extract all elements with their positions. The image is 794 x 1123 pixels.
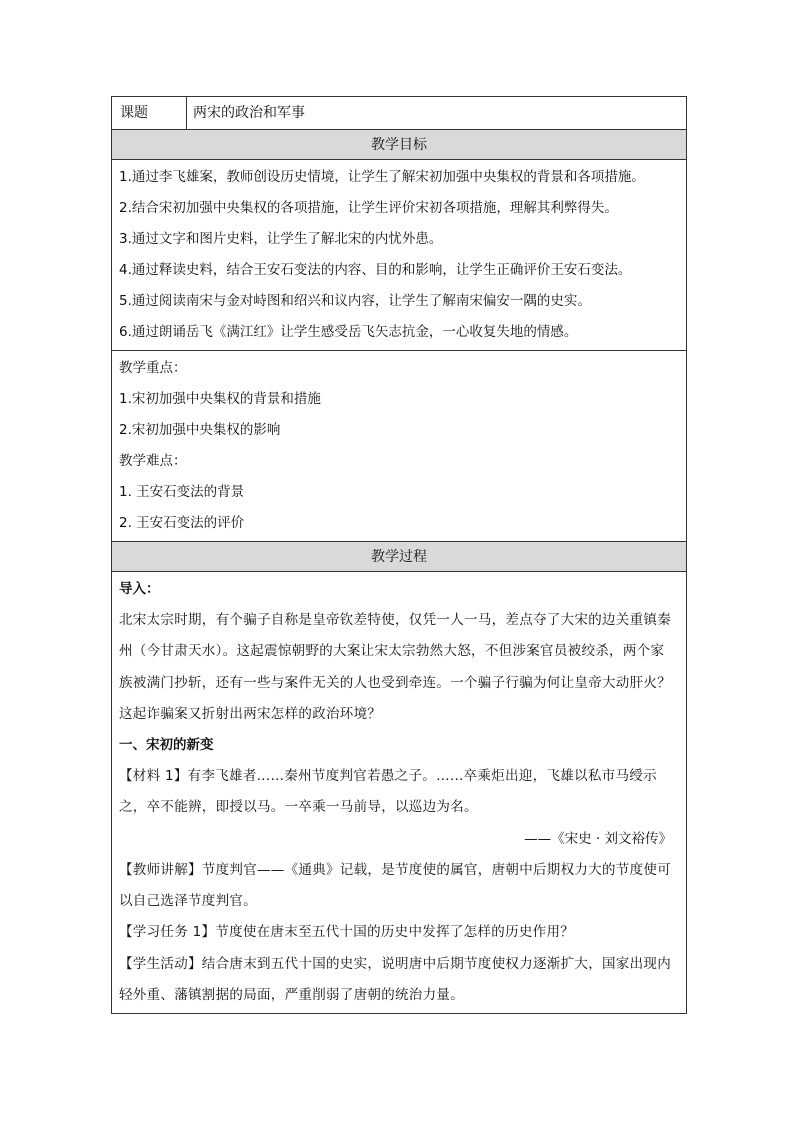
process-heading: 教学过程 bbox=[112, 542, 686, 572]
learning-task: 【学习任务 1】节度使在唐末至五代十国的历史中发挥了怎样的历史作用？ bbox=[119, 924, 575, 941]
objective-item: 1.通过李飞雄案，教师创设历史情境，让学生了解宋初加强中央集权的背景和各项措施。 bbox=[119, 169, 645, 185]
focus-label: 教学重点： bbox=[119, 360, 187, 376]
process-block bbox=[112, 572, 686, 1013]
lesson-plan-table bbox=[111, 96, 687, 1014]
focus-item: 2.宋初加强中央集权的影响 bbox=[119, 422, 281, 438]
lesson-label: 课题 bbox=[112, 97, 187, 129]
teacher-note: 【教师讲解】节度判官——《通典》记载，是节度使的属官，唐朝中后期权力大的节度使可以自己选泽节度判官。 bbox=[119, 861, 671, 910]
material-source: ——《宋史 · 刘文裕传》 bbox=[524, 830, 672, 847]
intro-text: 北宋太宗时期，有个骗子自称是皇帝钦差特使，仅凭一人一马，差点夺了大宋的边关重镇秦州（今甘肃天水）。这起震惊朝野的大案让宋太宗勃然大怒，不但涉案官员被绞杀，两个家族被满门抄斩，还有一些与案件无关的人也受到牵连。一个骗子行骗为何让皇帝大动肝火？这起诈骗案又折射出两宋怎样的政治环境？ bbox=[119, 612, 671, 722]
material-text: 【材料 1】有李飞雄者……秦州节度判官若愚之子。……卒乘炬出迎，飞雄以私市马绶示之，卒不能辨，即授以马。一卒乘一马前导，以巡边为名。 bbox=[119, 768, 657, 816]
lesson-title-row bbox=[112, 97, 686, 130]
objective-item: 2.结合宋初加强中央集权的各项措施，让学生评价宋初各项措施，理解其利弊得失。 bbox=[119, 200, 618, 216]
difficulty-label: 教学难点： bbox=[119, 453, 187, 469]
objectives-heading: 教学目标 bbox=[112, 130, 686, 160]
keypoints-block bbox=[112, 351, 686, 542]
objective-item: 4.通过释读史料，结合王安石变法的内容、目的和影响，让学生正确评价王安石变法。 bbox=[119, 262, 632, 278]
objective-item: 6.通过朗诵岳飞《满江红》让学生感受岳飞矢志抗金，一心收复失地的情感。 bbox=[119, 324, 578, 340]
intro-label: 导入： bbox=[119, 581, 160, 597]
objective-item: 3.通过文字和图片史料，让学生了解北宋的内忧外患。 bbox=[119, 231, 443, 247]
lesson-title: 两宋的政治和军事 bbox=[193, 105, 305, 121]
difficulty-item: 1. 王安石变法的背景 bbox=[119, 484, 245, 500]
difficulty-item: 2. 王安石变法的评价 bbox=[119, 515, 245, 531]
student-activity: 【学生活动】结合唐末到五代十国的史实，说明唐中后期节度使权力逐渐扩大，国家出现内轻外重、藩镇割据的局面，严重削弱了唐朝的统治力量。 bbox=[119, 955, 671, 1003]
objectives-list bbox=[112, 160, 686, 351]
objective-item: 5.通过阅读南宋与金对峙图和绍兴和议内容，让学生了解南宋偏安一隅的史实。 bbox=[119, 293, 591, 309]
section-title: 一、宋初的新变 bbox=[119, 737, 214, 754]
focus-item: 1.宋初加强中央集权的背景和措施 bbox=[119, 391, 321, 407]
